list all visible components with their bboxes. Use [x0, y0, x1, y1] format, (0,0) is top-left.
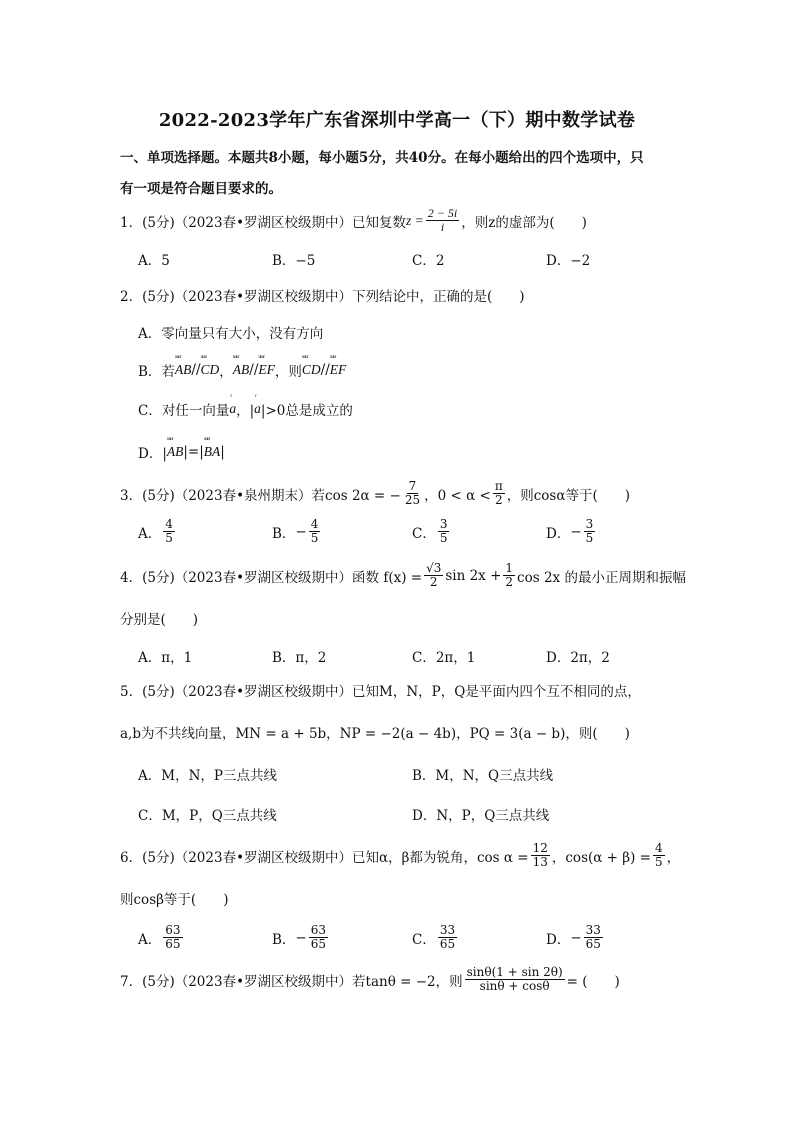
option-label: A． — [138, 525, 162, 542]
question-3-fraction-2 — [493, 480, 505, 507]
question-7-tail: = ( ) — [566, 973, 620, 990]
fraction-denominator: 25 — [404, 493, 421, 507]
option-label: B． — [272, 931, 296, 948]
vector-ab: ᵘᵘᵘʳ AB — [167, 444, 184, 460]
option-label: D． — [546, 525, 571, 542]
option-sign: − — [570, 523, 582, 540]
option-sign: − — [570, 929, 582, 946]
q1-option-b[interactable]: B．−5 — [272, 253, 316, 269]
fraction-denominator: 13 — [532, 855, 548, 869]
q2-option-d[interactable] — [138, 442, 225, 462]
question-1-expr: z = — [406, 212, 424, 228]
q5-option-a[interactable]: A．M，N，P三点共线 — [138, 768, 277, 784]
fraction-numerator: 4 — [310, 517, 319, 531]
fraction-denominator: 65 — [585, 937, 601, 951]
fraction-numerator: 1 — [505, 561, 514, 575]
q5-option-b[interactable]: B．M，N，Q三点共线 — [412, 768, 554, 784]
q5-option-c[interactable]: C．M，P，Q三点共线 — [138, 808, 277, 824]
question-6-cont: 则cosβ等于( ) — [120, 892, 229, 908]
fraction-denominator: 65 — [310, 937, 327, 951]
question-4-mid: sin 2x + — [445, 567, 502, 584]
question-6-fraction-1 — [531, 842, 550, 869]
fraction-numerator: π — [494, 479, 503, 493]
vector-a: ʳ a — [229, 401, 236, 417]
q4-option-b[interactable]: B．π，2 — [272, 650, 327, 666]
q2-option-c[interactable] — [138, 399, 353, 419]
option-label: D． — [546, 931, 571, 948]
fraction-denominator: 65 — [439, 937, 456, 951]
option-text: |=| — [183, 444, 204, 460]
question-6-tail: ， — [666, 849, 681, 866]
q3-option-d[interactable] — [546, 518, 597, 545]
question-3-fraction-1 — [403, 480, 422, 507]
fraction-denominator: 2 — [429, 575, 438, 589]
option-sign: − — [295, 929, 307, 946]
option-fraction — [438, 924, 457, 951]
q4-option-c[interactable]: C．2π，1 — [412, 650, 476, 666]
q6-option-a[interactable] — [138, 924, 185, 951]
fraction-denominator: 2 — [494, 493, 503, 507]
option-text: | — [220, 444, 225, 460]
question-4-fraction-2 — [503, 562, 515, 589]
question-1-fraction — [426, 207, 459, 234]
q2-option-a[interactable]: A．零向量只有大小，没有方向 — [138, 326, 324, 342]
option-sign: − — [295, 523, 307, 540]
option-fraction — [309, 924, 328, 951]
option-text: D．| — [138, 446, 167, 462]
vector-ba: ᵘᵘᵘʳ BA — [204, 444, 221, 460]
vector-a: ʳ a — [254, 401, 261, 417]
fraction-numerator: 3 — [585, 517, 594, 531]
question-5-cont: a,b为不共线向量，MN = a + 5b，NP = −2(a − 4b)，PQ = 3(a − b)，则( ) — [120, 726, 630, 742]
option-text: |>0总是成立的 — [260, 403, 353, 419]
option-fraction — [438, 518, 450, 545]
question-7-fraction — [465, 966, 565, 993]
question-1-head: 1．(5分)（2023春•罗湖区校级期中）已知复数 — [120, 214, 407, 231]
q6-option-c[interactable] — [412, 924, 459, 951]
option-fraction — [309, 518, 321, 545]
option-fraction — [584, 924, 603, 951]
vector-ab: ᵘᵘᵘʳ AB — [175, 362, 192, 378]
option-label: A． — [138, 931, 162, 948]
fraction-numerator: 63 — [310, 923, 327, 937]
q3-option-a[interactable] — [138, 518, 177, 545]
question-6 — [120, 842, 680, 869]
question-3 — [120, 480, 630, 507]
question-2: 2．(5分)（2023春•罗湖区校级期中）下列结论中，正确的是( ) — [120, 289, 525, 305]
question-4-tail: cos 2x 的最小正周期和振幅 — [517, 569, 686, 586]
fraction-numerator: √3 — [426, 561, 442, 575]
question-6-head: 6．(5分)（2023春•罗湖区校级期中）已知α，β都为锐角，cos α = — [120, 849, 529, 866]
option-text: C．对任一向量 — [138, 403, 230, 419]
fraction-denominator: 5 — [310, 531, 319, 545]
fraction-numerator: 33 — [439, 923, 456, 937]
option-label: C． — [412, 931, 436, 948]
fraction-numerator: sinθ(1 + sin 2θ) — [466, 965, 563, 979]
option-label: B． — [272, 525, 296, 542]
fraction-numerator: 3 — [439, 517, 448, 531]
q1-option-a[interactable]: A．5 — [138, 253, 170, 269]
fraction-numerator: 12 — [532, 841, 548, 855]
q3-option-b[interactable] — [272, 518, 322, 545]
option-label: B．若 — [138, 364, 175, 380]
question-1 — [120, 207, 587, 234]
vector-ab: ᵘᵘᵘʳ AB — [233, 362, 250, 378]
question-3-head: 3．(5分)（2023春•泉州期末）若cos 2α = − — [120, 487, 401, 504]
option-label: C． — [412, 525, 436, 542]
option-text: ，| — [236, 403, 255, 419]
question-4-fraction-1 — [424, 562, 443, 589]
section-heading: 一、单项选择题。本题共8小题，每小题5分，共40分。在每小题给出的四个选项中，只 — [120, 150, 644, 166]
fraction-denominator: 5 — [585, 531, 594, 545]
question-5: 5．(5分)（2023春•罗湖区校级期中）已知M，N，P，Q是平面内四个互不相同的点， — [120, 684, 641, 700]
question-4-head: 4．(5分)（2023春•罗湖区校级期中）函数 f(x) = — [120, 569, 423, 586]
vector-ef: ᵘᵘᵘʳ EF — [258, 362, 275, 378]
fraction-denominator: 5 — [165, 531, 173, 545]
question-7-head: 7．(5分)（2023春•罗湖区校级期中）若tanθ = −2，则 — [120, 973, 463, 990]
fraction-numerator: 63 — [165, 923, 181, 937]
q5-option-d[interactable]: D．N，P，Q三点共线 — [412, 808, 550, 824]
fraction-denominator: sinθ + cosθ — [479, 979, 550, 993]
option-fraction — [163, 924, 182, 951]
question-6-mid: ，cos(α + β) = — [551, 849, 651, 866]
question-3-tail: ，则cosα等于( ) — [506, 487, 631, 504]
fraction-denominator: 2 — [505, 575, 514, 589]
vector-cd: ᵘᵘᵘʳ CD — [201, 362, 220, 378]
question-6-fraction-2 — [653, 842, 665, 869]
q1-option-c[interactable]: C．2 — [412, 253, 445, 269]
separator: ， — [219, 364, 233, 380]
question-7 — [120, 966, 620, 993]
q3-option-c[interactable] — [412, 518, 451, 545]
question-1-tail: ，则z的虚部为( ) — [461, 214, 587, 231]
parallel-symbol: // — [320, 362, 330, 378]
q6-option-d[interactable] — [546, 924, 605, 951]
fraction-numerator: 4 — [654, 841, 663, 855]
question-3-mid: ，0 < α < — [424, 487, 491, 504]
fraction-denominator: 5 — [439, 531, 448, 545]
option-fraction — [584, 518, 596, 545]
section-heading-cont: 有一项是符合题目要求的。 — [120, 181, 282, 197]
fraction-numerator: 7 — [408, 479, 417, 493]
fraction-numerator: 33 — [585, 923, 601, 937]
fraction-denominator: 65 — [165, 937, 181, 951]
q1-option-d[interactable]: D．−2 — [546, 253, 591, 269]
fraction-numerator: 4 — [165, 517, 173, 531]
parallel-symbol: // — [249, 362, 259, 378]
fraction-numerator: 2 − 5i — [427, 206, 458, 220]
option-fraction — [163, 518, 175, 545]
vector-ef: ᵘᵘᵘʳ EF — [330, 362, 347, 378]
parallel-symbol: // — [191, 362, 201, 378]
q6-option-b[interactable] — [272, 924, 330, 951]
q2-option-b[interactable] — [138, 360, 346, 380]
q4-option-a[interactable]: A．π，1 — [138, 650, 193, 666]
q4-option-d[interactable]: D．2π，2 — [546, 650, 610, 666]
fraction-denominator: i — [440, 220, 445, 234]
vector-cd: ᵘᵘᵘʳ CD — [302, 362, 321, 378]
page-title: 2022-2023学年广东省深圳中学高一（下）期中数学试卷 — [158, 110, 636, 131]
then-text: ，则 — [274, 364, 302, 380]
question-4 — [120, 562, 686, 589]
fraction-denominator: 5 — [654, 855, 663, 869]
question-4-cont: 分别是( ) — [120, 612, 199, 628]
